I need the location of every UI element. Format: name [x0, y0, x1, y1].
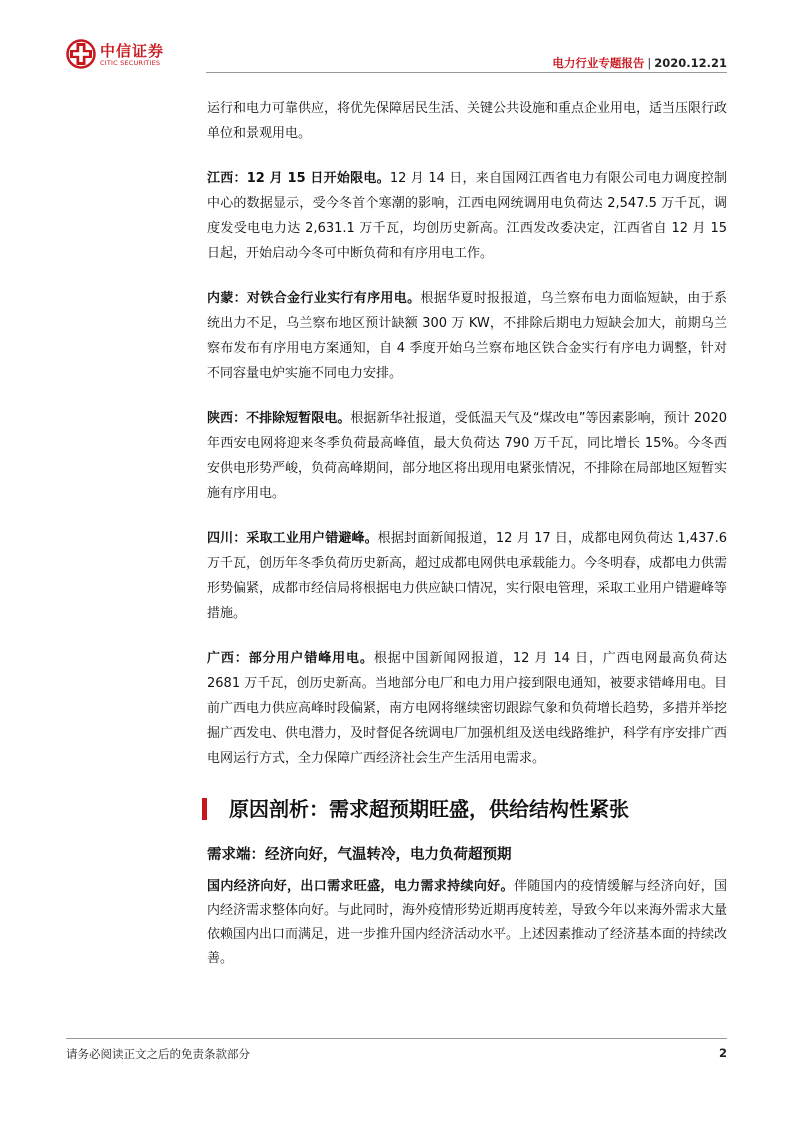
- paragraph-lead: 陕西：不排除短暂限电。: [207, 411, 351, 426]
- header-divider: [206, 72, 727, 73]
- paragraph-lead: 广西：部分用户错峰用电。: [207, 651, 374, 666]
- paragraph-text: 12 月 14 日，来自国网江西省电力有限公司电力调度控制中心的数据显示，受今冬首个寒潮的影响，江西电网统调用电负荷达 2,547.5 万千瓦，调度发受电电力达 2,631.1 万千瓦，均创历史新高。江西发改委决定，江西省自 12 月 15 日起，开始启动今冬可中断负荷和有序用电工作。: [207, 171, 728, 261]
- paragraph-neimeng: [207, 286, 727, 386]
- paragraph-text: 根据中国新闻网报道，12 月 14 日，广西电网最高负荷达 2681 万千瓦，创历史新高。当地部分电厂和电力用户接到限电通知，被要求错峰用电。目前广西电力供应高峰时段偏紧，南方电网将继续密切跟踪气象和负荷增长趋势，多措并举挖掘广西发电、供电潜力，及时督促各统调电厂加强机组及送电线路维护，科学有序安排广西电网运行方式，全力保障广西经济社会生产生活用电需求。: [207, 651, 728, 766]
- page-header: [66, 38, 727, 74]
- paragraph-text: 根据华夏时报报道，乌兰察布电力面临短缺，由于系统出力不足，乌兰察布地区预计缺额 300 万 KW，不排除后期电力短缺会加大，前期乌兰察布发布有序用电方案通知，自 4 季度开始乌兰察布地区铁合金实行有序电力调整，针对不同容量电炉实施不同电力安排。: [207, 291, 727, 381]
- report-type: 电力行业专题报告: [552, 56, 645, 70]
- paragraph-lead: 国内经济向好，出口需求旺盛，电力需求持续向好。: [207, 879, 514, 894]
- paragraph-text: 运行和电力可靠供应，将优先保障居民生活、关键公共设施和重点企业用电，适当压限行政单位和景观用电。: [207, 101, 728, 141]
- footer-disclaimer: 请务必阅读正文之后的免责条款部分: [66, 1047, 250, 1061]
- report-date: 2020.12.21: [654, 56, 727, 70]
- logo-chinese-name: 中信证券: [100, 42, 165, 60]
- paragraph-text: 伴随国内的疫情缓解与经济向好，国内经济需求整体向好。与此同时，海外疫情形势近期再度转差，导致今年以来海外需求大量依赖国内出口而满足，进一步推升国内经济活动水平。上述因素推动了经济基本面的持续改善。: [207, 879, 728, 966]
- paragraph-shaanxi: [207, 406, 727, 506]
- citic-logo-icon: [66, 39, 96, 69]
- paragraph-text: 根据封面新闻报道，12 月 17 日，成都电网负荷达 1,437.6 万千瓦，创历年冬季负荷历史新高，超过成都电网供电承载能力。今冬明春，成都电力供需形势偏紧，成都市经信局将根据电力供应缺口情况，实行限电管理，采取工业用户错避峰等措施。: [207, 531, 728, 621]
- paragraph-demand: [207, 875, 727, 971]
- paragraph-lead: 四川：采取工业用户错避峰。: [207, 531, 378, 546]
- footer-divider: [66, 1038, 727, 1039]
- paragraph-guangxi: [207, 646, 727, 771]
- page-number: 2: [718, 1046, 727, 1060]
- header-separator: |: [647, 56, 652, 70]
- main-content: [207, 96, 727, 971]
- paragraph-sichuan: [207, 526, 727, 626]
- report-meta: [552, 55, 727, 71]
- paragraph-lead: 江西：12 月 15 日开始限电。: [207, 171, 390, 186]
- section-heading: [207, 791, 727, 831]
- paragraph-jiangxi: [207, 166, 727, 266]
- subsection-heading: 需求端：经济向好，气温转冷，电力负荷超预期: [207, 847, 512, 863]
- section-title: 原因剖析：需求超预期旺盛，供给结构性紧张: [229, 797, 629, 821]
- paragraph-text: 根据新华社报道，受低温天气及“煤改电”等因素影响，预计 2020 年西安电网将迎来冬季负荷最高峰值，最大负荷达 790 万千瓦，同比增长 15%。今冬西安供电形势严峻，负荷高峰期间，部分地区将出现用电紧张情况，不排除在局部地区短暂实施有序用电。: [207, 411, 728, 501]
- paragraph: [207, 96, 727, 146]
- citic-logo: [66, 38, 176, 74]
- paragraph-lead: 内蒙：对铁合金行业实行有序用电。: [207, 291, 421, 306]
- section-heading-bar: [202, 798, 207, 820]
- logo-english-name: CITIC SECURITIES: [100, 59, 161, 67]
